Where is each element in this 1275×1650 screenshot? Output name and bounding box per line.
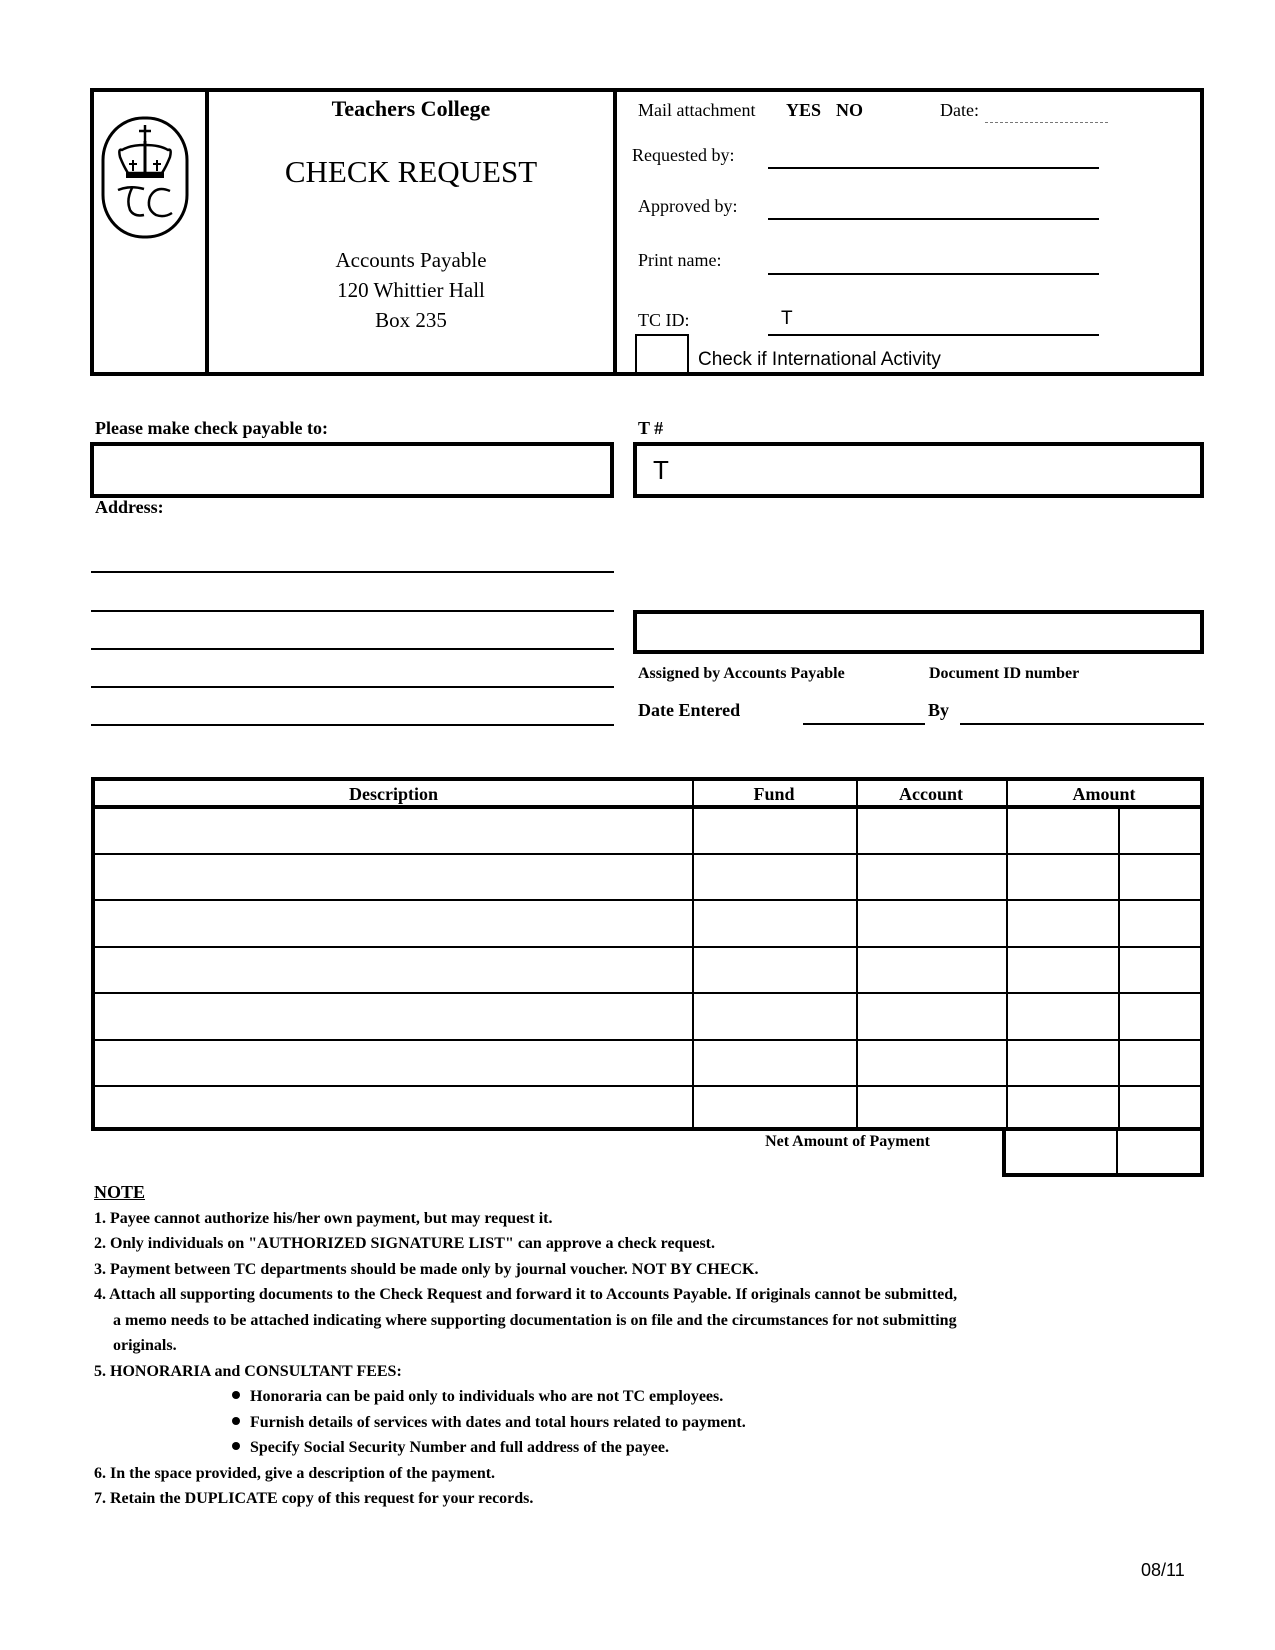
- note-bullet: Furnish details of services with dates and total hours related to payment.: [94, 1410, 1194, 1436]
- t-number-label: T #: [638, 418, 664, 438]
- note-item: 3. Payment between TC departments should be made only by journal voucher. NOT BY CHECK.: [94, 1260, 759, 1278]
- table-row[interactable]: [95, 1087, 1200, 1127]
- by-field[interactable]: [960, 723, 1204, 725]
- note-item: 6. In the space provided, give a description of the payment.: [94, 1464, 496, 1482]
- table-row[interactable]: [95, 994, 1200, 1039]
- tc-id-value[interactable]: T: [781, 308, 793, 329]
- note-item: 7. Retain the DUPLICATE copy of this request for your records.: [94, 1490, 534, 1507]
- tc-crown-logo-icon: [100, 115, 190, 240]
- mail-attachment-label: Mail attachment: [638, 100, 756, 120]
- note-item-continued: originals.: [113, 1337, 177, 1354]
- form-revision: 08/11: [1141, 1560, 1185, 1580]
- address-label: Address:: [95, 497, 164, 517]
- international-activity-label: Check if International Activity: [698, 349, 941, 370]
- requested-by-label: Requested by:: [632, 145, 735, 165]
- department-name: Accounts Payable: [335, 248, 487, 272]
- assigned-by-label: Assigned by Accounts Payable: [638, 665, 845, 682]
- date-entered-field[interactable]: [803, 723, 925, 725]
- table-row[interactable]: [95, 901, 1200, 946]
- note-item: 5. HONORARIA and CONSULTANT FEES:: [94, 1362, 402, 1380]
- address-line-1[interactable]: [91, 571, 614, 573]
- address-line-5[interactable]: [91, 724, 614, 726]
- t-number-value: T: [653, 455, 669, 485]
- date-label: Date:: [940, 100, 979, 120]
- department-box: Box 235: [375, 308, 447, 332]
- international-activity-checkbox[interactable]: [635, 334, 689, 374]
- note-bullet: Specify Social Security Number and full address of the payee.: [94, 1435, 1194, 1461]
- document-id-label: Document ID number: [929, 665, 1080, 682]
- notes-title: NOTE: [94, 1182, 146, 1202]
- line-items-table: [91, 777, 1204, 1131]
- document-id-field[interactable]: [633, 610, 1204, 654]
- bullet-icon: [232, 1391, 240, 1399]
- column-header-fund: Fund: [753, 784, 795, 804]
- date-entered-label: Date Entered: [638, 700, 741, 720]
- institution-name: Teachers College: [331, 96, 491, 121]
- table-row[interactable]: [95, 948, 1200, 992]
- payable-to-field[interactable]: [90, 442, 614, 498]
- column-header-amount: Amount: [1072, 784, 1136, 804]
- address-line-2[interactable]: [91, 610, 614, 612]
- net-amount-field[interactable]: [1002, 1127, 1204, 1177]
- address-line-3[interactable]: [91, 648, 614, 650]
- tc-id-label: TC ID:: [638, 310, 690, 330]
- note-item: 2. Only individuals on "AUTHORIZED SIGNATURE LIST" can approve a check request.: [94, 1235, 715, 1252]
- table-row[interactable]: [95, 1041, 1200, 1085]
- print-name-field[interactable]: [768, 273, 1099, 275]
- table-row[interactable]: [95, 855, 1200, 899]
- header-center-divider: [613, 88, 617, 376]
- payable-to-label: Please make check payable to:: [95, 418, 328, 438]
- t-number-field[interactable]: [633, 442, 1204, 498]
- note-item: 1. Payee cannot authorize his/her own payment, but may request it.: [94, 1209, 553, 1227]
- column-header-description: Description: [349, 784, 438, 804]
- date-field[interactable]: [985, 104, 1108, 123]
- tc-id-field[interactable]: [768, 334, 1099, 336]
- bullet-icon: [232, 1417, 240, 1425]
- form-title: CHECK REQUEST: [284, 154, 538, 189]
- bullet-icon: [232, 1442, 240, 1450]
- notes-section: [94, 1180, 1194, 1512]
- note-item: 4. Attach all supporting documents to the Check Request and forward it to Accounts Payable. If originals cannot be submitted,: [94, 1286, 958, 1303]
- net-amount-cents-divider: [1116, 1127, 1118, 1173]
- column-header-account: Account: [899, 784, 963, 804]
- by-label: By: [928, 700, 950, 720]
- address-line-4[interactable]: [91, 686, 614, 688]
- note-bullet: Honoraria can be paid only to individuals who are not TC employees.: [94, 1384, 1194, 1410]
- approved-by-field[interactable]: [768, 218, 1099, 220]
- approved-by-label: Approved by:: [638, 196, 738, 216]
- mail-attachment-no[interactable]: NO: [836, 100, 863, 120]
- table-row[interactable]: [95, 809, 1200, 853]
- requested-by-field[interactable]: [768, 167, 1099, 169]
- note-item-continued: a memo needs to be attached indicating where supporting documentation is on file and the circumstances for not submitting: [113, 1311, 957, 1329]
- mail-attachment-yes[interactable]: YES: [786, 100, 822, 120]
- net-amount-label: Net Amount of Payment: [765, 1133, 930, 1150]
- department-address: 120 Whittier Hall: [337, 278, 485, 302]
- print-name-label: Print name:: [638, 250, 722, 270]
